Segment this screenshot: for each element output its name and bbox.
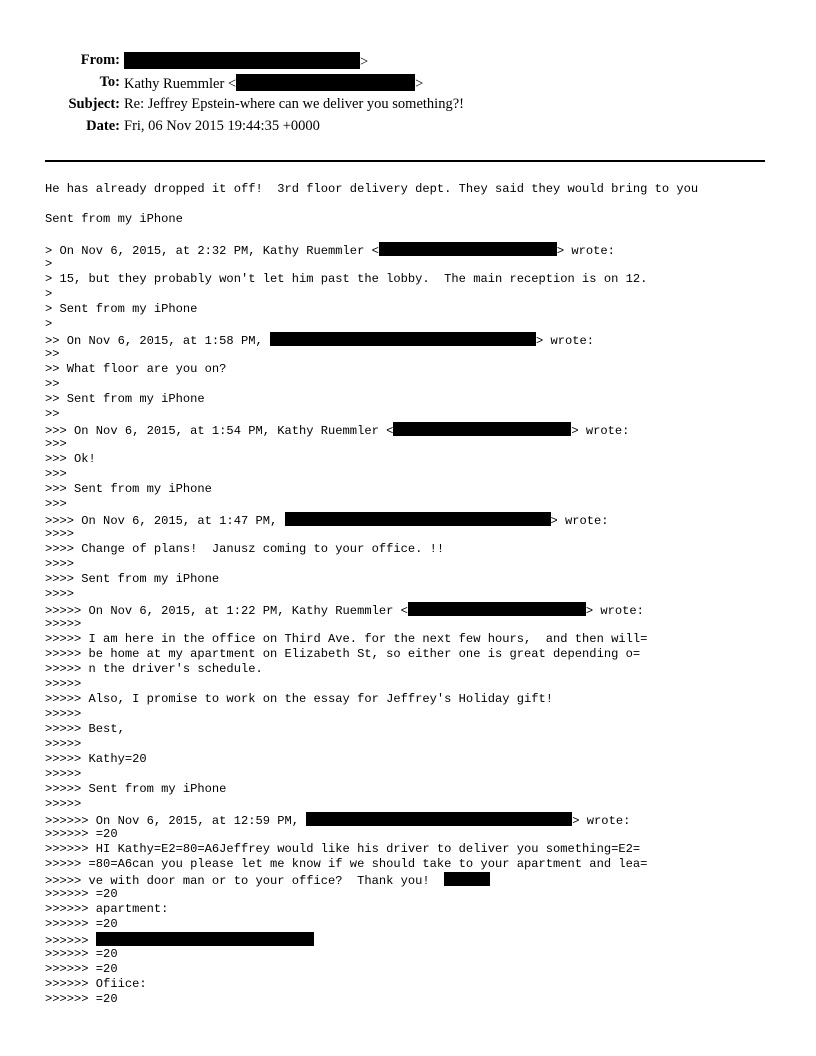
body-line <box>45 962 698 977</box>
body-line <box>45 767 698 782</box>
redaction-bar <box>444 872 490 886</box>
subject-value: Re: Jeffrey Epstein-where can we deliver you something?! <box>124 96 464 112</box>
line-text: > wrote: <box>535 334 595 348</box>
line-text: >>>>> Best, <box>45 722 125 736</box>
body-line <box>45 227 698 242</box>
quote-attribution <box>45 602 698 617</box>
line-text: >>>> <box>45 587 75 601</box>
line-text: >>>>> be home at my apartment on Elizabeth St, so either one is great depending o= <box>45 647 641 661</box>
body-line <box>45 857 698 872</box>
body-line <box>45 302 698 317</box>
body-line <box>45 197 698 212</box>
line-text: >>>>>> HI Kathy=E2=80=A6Jeffrey would like his driver to deliver you something=E2= <box>45 842 641 856</box>
line-text: > On Nov 6, 2015, at 2:32 PM, Kathy Ruemmler < <box>45 244 379 258</box>
body-line <box>45 617 698 632</box>
body-line <box>45 482 698 497</box>
email-body <box>45 182 698 1007</box>
body-line <box>45 527 698 542</box>
to-row <box>0 74 816 96</box>
body-line <box>45 722 698 737</box>
body-line <box>45 182 698 197</box>
redaction-bar <box>285 512 551 526</box>
line-text: >>>> Sent from my iPhone <box>45 572 220 586</box>
body-line <box>45 542 698 557</box>
body-line <box>45 557 698 572</box>
body-line <box>45 917 698 932</box>
line-text: He has already dropped it off! 3rd floor delivery dept. They said they would bring to you <box>45 182 699 196</box>
redaction-bar <box>270 332 536 346</box>
to-name: Kathy Ruemmler < <box>124 76 237 92</box>
body-line <box>45 782 698 797</box>
line-text: >>>>>> =20 <box>45 917 118 931</box>
body-line <box>45 797 698 812</box>
line-text: >>>>> <box>45 797 82 811</box>
quote-attribution <box>45 242 698 257</box>
quote-attribution <box>45 812 698 827</box>
body-line <box>45 692 698 707</box>
line-text: >>>>> <box>45 767 82 781</box>
line-text: >>>>>> =20 <box>45 827 118 841</box>
line-text: >>>>>> Ofiice: <box>45 977 147 991</box>
line-text: >>> <box>45 437 67 451</box>
quote-attribution <box>45 422 698 437</box>
line-text: >>>> Change of plans! Janusz coming to your office. !! <box>45 542 445 556</box>
line-text: > 15, but they probably won't let him past the lobby. The main reception is on 12. <box>45 272 648 286</box>
body-line <box>45 902 698 917</box>
redaction-bar <box>408 602 586 616</box>
line-text: >> What floor are you on? <box>45 362 227 376</box>
body-line <box>45 992 698 1007</box>
line-text: >>>>> Kathy=20 <box>45 752 147 766</box>
line-text: >>>>>> On Nov 6, 2015, at 12:59 PM, <box>45 814 307 828</box>
line-text: >>>>>> <box>45 934 96 948</box>
line-text: > wrote: <box>556 244 615 258</box>
line-text: >> <box>45 377 60 391</box>
line-text: >>>> <box>45 527 75 541</box>
header-divider <box>45 160 765 162</box>
body-line <box>45 887 698 902</box>
from-row <box>0 52 816 74</box>
line-text: >>>>>> =20 <box>45 962 118 976</box>
line-text: >>> Ok! <box>45 452 96 466</box>
line-text: > wrote: <box>572 814 631 828</box>
body-line <box>45 677 698 692</box>
from-suffix: > <box>360 54 369 70</box>
body-line <box>45 272 698 287</box>
quote-attribution <box>45 512 698 527</box>
body-line <box>45 632 698 647</box>
line-text: >>> <box>45 467 67 481</box>
line-text: >>>>>> apartment: <box>45 902 169 916</box>
body-line <box>45 377 698 392</box>
line-text: > wrote: <box>571 424 630 438</box>
line-text: >>>>> <box>45 677 82 691</box>
line-text: >>> <box>45 497 67 511</box>
body-line <box>45 257 698 272</box>
body-line <box>45 212 698 227</box>
line-text: > <box>45 257 53 271</box>
redaction-bar <box>379 242 557 256</box>
body-line <box>45 947 698 962</box>
line-text: > wrote: <box>585 604 644 618</box>
line-text: > <box>45 287 53 301</box>
line-text: >>>>> On Nov 6, 2015, at 1:22 PM, Kathy Ruemmler < <box>45 604 408 618</box>
body-line <box>45 392 698 407</box>
line-text: >>>> On Nov 6, 2015, at 1:47 PM, <box>45 514 285 528</box>
line-text: >>>>> <box>45 737 82 751</box>
line-text: >>> Sent from my iPhone <box>45 482 212 496</box>
line-text: >>>> <box>45 557 75 571</box>
body-line <box>45 827 698 842</box>
line-text: > wrote: <box>550 514 609 528</box>
from-value <box>124 52 368 71</box>
to-label: To: <box>99 74 120 90</box>
body-line <box>45 437 698 452</box>
redaction-bar <box>96 932 314 946</box>
line-text: >>>>> Also, I promise to work on the essay for Jeffrey's Holiday gift! <box>45 692 554 706</box>
line-text: > <box>45 317 53 331</box>
body-line <box>45 737 698 752</box>
body-line <box>45 347 698 362</box>
body-line <box>45 587 698 602</box>
body-line <box>45 707 698 722</box>
body-line <box>45 497 698 512</box>
redaction-bar <box>393 422 571 436</box>
body-line <box>45 452 698 467</box>
quote-attribution <box>45 332 698 347</box>
line-text: >>>>>> =20 <box>45 947 118 961</box>
body-line <box>45 842 698 857</box>
line-text: > Sent from my iPhone <box>45 302 198 316</box>
to-suffix: > <box>415 76 424 92</box>
date-value: Fri, 06 Nov 2015 19:44:35 +0000 <box>124 118 320 134</box>
body-line <box>45 977 698 992</box>
line-text: >> Sent from my iPhone <box>45 392 205 406</box>
redaction-bar <box>236 74 415 91</box>
line-text: >>>>> =80=A6can you please let me know if we should take to your apartment and lea= <box>45 857 648 871</box>
line-text: >>>>> Sent from my iPhone <box>45 782 227 796</box>
date-label: Date: <box>86 118 120 134</box>
email-header <box>0 52 816 140</box>
subject-label: Subject: <box>68 96 120 112</box>
body-line <box>45 362 698 377</box>
body-line <box>45 662 698 677</box>
redaction-bar <box>306 812 572 826</box>
from-label: From: <box>80 52 120 68</box>
redaction-bar <box>124 52 360 69</box>
line-text: >>>>>> =20 <box>45 992 118 1006</box>
line-text: >>>>>> =20 <box>45 887 118 901</box>
line-text: >> <box>45 347 60 361</box>
line-text: >>>>> I am here in the office on Third Ave. for the next few hours, and then will= <box>45 632 648 646</box>
body-line <box>45 467 698 482</box>
body-line <box>45 572 698 587</box>
body-line <box>45 317 698 332</box>
line-text: Sent from my iPhone <box>45 212 183 226</box>
to-value <box>124 74 423 93</box>
body-line <box>45 932 698 947</box>
line-text: >>>>> <box>45 617 82 631</box>
subject-row <box>0 96 816 118</box>
body-line <box>45 647 698 662</box>
line-text: >>>>> <box>45 707 82 721</box>
line-text: >>> On Nov 6, 2015, at 1:54 PM, Kathy Ruemmler < <box>45 424 394 438</box>
body-line <box>45 407 698 422</box>
body-line <box>45 752 698 767</box>
line-text: >>>>> n the driver's schedule. <box>45 662 263 676</box>
body-line <box>45 287 698 302</box>
line-text: >>>>> ve with door man or to your office? Thank you! <box>45 874 445 888</box>
date-row <box>0 118 816 140</box>
line-text: >> On Nov 6, 2015, at 1:58 PM, <box>45 334 270 348</box>
body-line <box>45 872 698 887</box>
line-text: >> <box>45 407 60 421</box>
